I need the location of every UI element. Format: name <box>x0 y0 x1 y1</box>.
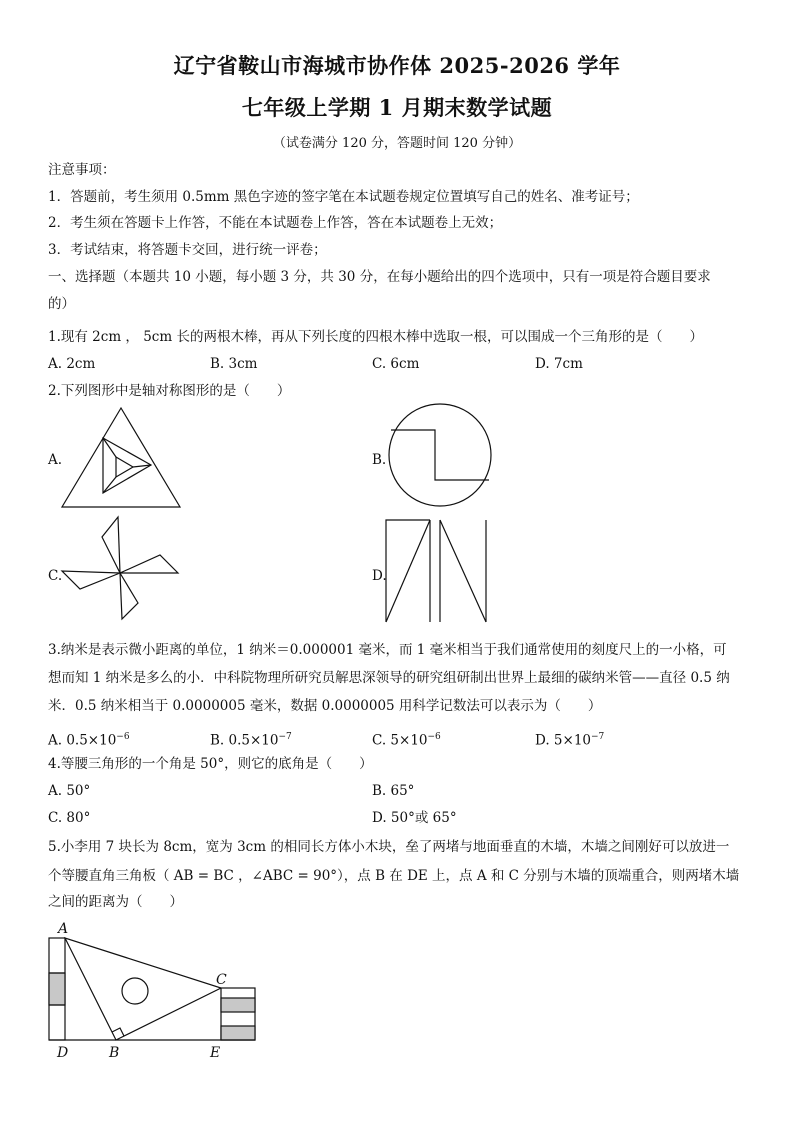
question-5-line2: 个等腰直角三角板（ AB = BC ，∠ABC = 90°），点 B 在 DE 上，点 A 和 C 分别与木墙的顶端重合，则两堵木墙 <box>48 868 740 884</box>
question-1-stem: 1.现有 2cm ， 5cm 长的两根木棒，再从下列长度的四根木棒中选取一根，可以围成一个三角形的是（ ） <box>48 329 703 345</box>
notice-item-3: 3．考试结束，将答题卡交回，进行统一评卷； <box>48 242 327 258</box>
option-c-base: C. 5×10 <box>372 732 428 749</box>
question-1-option-b: B. 3cm <box>210 356 258 372</box>
figure-a-nested-triangles <box>58 405 184 511</box>
question-3-option-b <box>210 727 292 751</box>
option-b-exponent: −7 <box>278 732 292 742</box>
notice-item-2: 2．考生须在答题卡上作答，不能在本试题卷上作答，答在本试题卷上无效； <box>48 215 503 231</box>
exam-title-line2: 七年级上学期 1 月期末数学试题 <box>241 95 553 120</box>
section-heading-line2: 的） <box>48 296 75 312</box>
question-2-label-b: B. <box>372 452 387 468</box>
figure-d-zigzag-bars <box>384 518 492 624</box>
option-b-base: B. 0.5×10 <box>210 732 279 749</box>
question-5-line1: 5.小李用 7 块长为 8cm，宽为 3cm 的相同长方体小木块，垒了两堵与地面垂直的木墙，木墙之间刚好可以放进一 <box>48 839 730 855</box>
option-d-base: D. 5×10 <box>535 732 592 749</box>
point-label-e: E <box>210 1045 221 1061</box>
option-d-exponent: −7 <box>591 732 605 742</box>
notice-item-1: 1．答题前，考生须用 0.5mm 黑色字迹的签字笔在本试题卷规定位置填写自己的姓名、准考证号； <box>48 189 639 205</box>
question-3-line2: 想而知 1 纳米是多么的小．中科院物理所研究员解思深领导的研究组研制出世界上最细的碳纳米管——直径 0.5 纳 <box>48 670 730 686</box>
question-3-line1: 3.纳米是表示微小距离的单位，1 纳米＝0.000001 毫米，而 1 毫米相当于我们通常使用的刻度尺上的一小格，可 <box>48 642 727 658</box>
point-label-d: D <box>57 1045 69 1061</box>
exam-title-line1: 辽宁省鞍山市海城市协作体 2025-2026 学年 <box>173 53 621 78</box>
question-1-option-c: C. 6cm <box>372 356 420 372</box>
point-label-c: C <box>216 972 227 988</box>
question-5-walls-figure <box>40 918 270 1063</box>
option-a-base: A. 0.5×10 <box>48 732 117 749</box>
point-label-a: A <box>58 921 69 937</box>
question-5-line3: 之间的距离为（ ） <box>48 894 183 910</box>
question-1-option-a: A. 2cm <box>48 356 96 372</box>
question-2-label-a: A. <box>48 452 63 468</box>
question-3-option-c <box>372 727 441 751</box>
question-2-label-d: D. <box>372 568 387 584</box>
question-4-option-c: C. 80° <box>48 810 91 826</box>
question-1-option-d: D. 7cm <box>535 356 583 372</box>
option-c-exponent: −6 <box>427 732 441 742</box>
question-4-option-d: D. 50°或 65° <box>372 810 457 826</box>
question-3-option-d <box>535 727 604 751</box>
figure-c-pinwheel <box>58 515 182 621</box>
question-3-option-a <box>48 727 130 751</box>
point-label-b: B <box>109 1045 120 1061</box>
section-heading-line1: 一、选择题（本题共 10 小题，每小题 3 分，共 30 分，在每小题给出的四个选项中，只有一项是符合题目要求 <box>48 269 711 285</box>
option-a-exponent: −6 <box>116 732 130 742</box>
question-4-stem: 4.等腰三角形的一个角是 50°，则它的底角是（ ） <box>48 756 373 772</box>
exam-subtitle: （试卷满分 120 分，答题时间 120 分钟） <box>272 136 522 151</box>
notice-heading: 注意事项： <box>48 162 116 178</box>
question-2-label-c: C. <box>48 568 63 584</box>
question-2-stem: 2.下列图形中是轴对称图形的是（ ） <box>48 383 291 399</box>
figure-b-circle-with-step <box>385 400 495 510</box>
question-4-option-a: A. 50° <box>48 783 91 799</box>
question-4-option-b: B. 65° <box>372 783 415 799</box>
question-3-line3: 米．0.5 纳米相当于 0.0000005 毫米，数据 0.0000005 用科学记数法可以表示为（ ） <box>48 698 602 714</box>
